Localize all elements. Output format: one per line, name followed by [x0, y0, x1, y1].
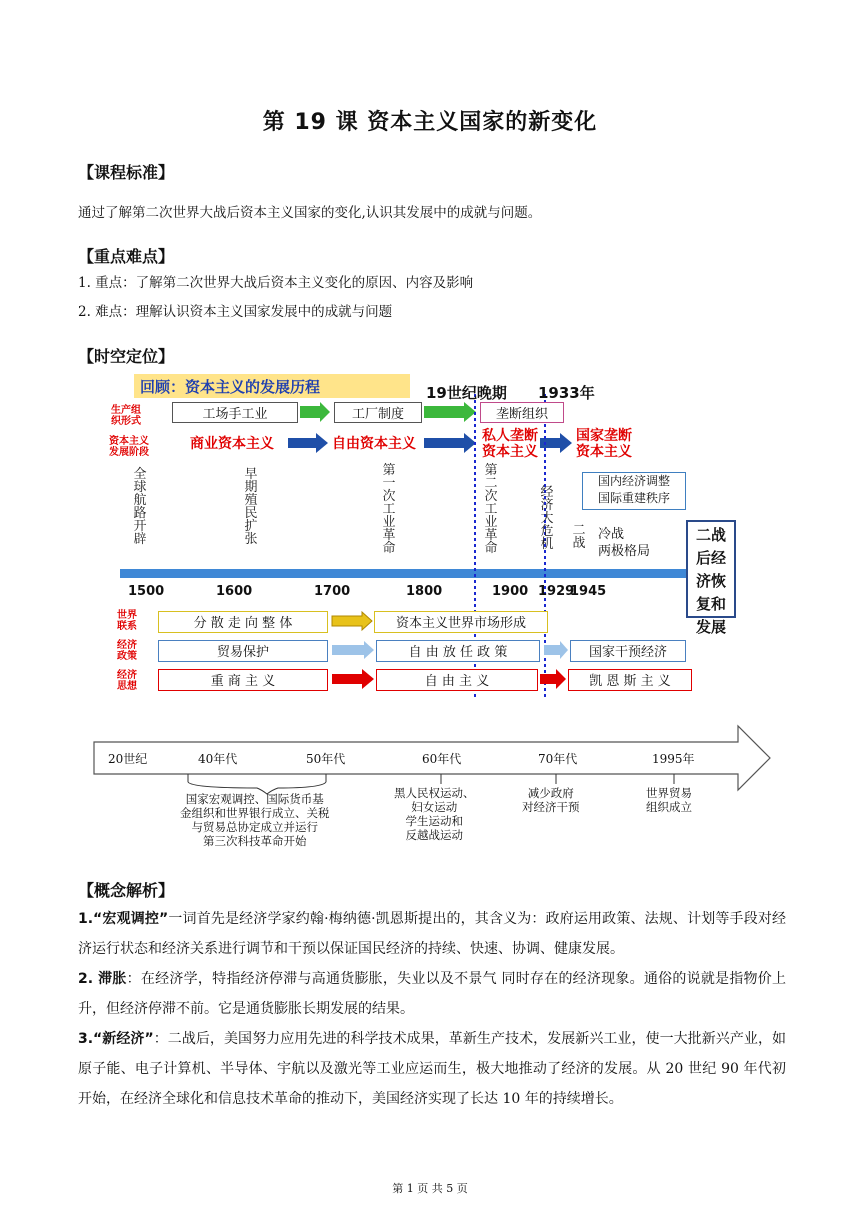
policy-arrow-1	[332, 641, 374, 659]
event-adjustment: 国内经济调整 国际重建秩序	[582, 472, 686, 510]
world-arrow	[332, 612, 372, 630]
event-ww2: 二战	[572, 523, 586, 551]
row-label-production: 生产组 织形式	[111, 405, 141, 427]
thought-box: 自 由 主 义	[376, 669, 538, 691]
concept-term: 2. 滞胀	[78, 971, 127, 987]
stage-label: 私人垄断 资本主义	[482, 428, 538, 460]
note-1940s-1950s: 国家宏观调控、国际货币基 金组织和世界银行成立、关税 与贸易总协定成立并运行 第三次科技革命开始	[180, 792, 330, 848]
year-label: 1900	[492, 584, 529, 599]
event-discovery: 全球航路开辟	[133, 467, 147, 547]
concept-text: ：在经济学，特指经济停滞与高通货膨胀，失业以及不景气 同时存在的经济现象。通俗的说就是指物价上升，但经济停滞不前。它是通货膨胀长期发展的结果。	[78, 971, 787, 1017]
event-industrial-2: 第二次工业革命	[484, 463, 498, 556]
production-box: 垄断组织	[480, 402, 564, 423]
row-label-policy: 经济 政策	[117, 640, 137, 662]
concept-item-stagflation	[78, 964, 786, 1024]
year-label: 1800	[406, 584, 443, 599]
event-crisis: 经济大危机	[540, 485, 554, 552]
event-cold-war: 冷战 两极格局	[598, 527, 651, 559]
note-1995: 世界贸易 组织成立	[646, 786, 692, 814]
key-point-item: 1. 重点：了解第二次世界大战后资本主义变化的原因、内容及影响	[78, 275, 474, 291]
section-heading-spacetime: 【时空定位】	[78, 347, 175, 366]
timeline2-mark: 70年代	[538, 752, 578, 766]
year-label: 1945	[570, 584, 607, 599]
stage-label: 国家垄断 资本主义	[576, 428, 632, 460]
year-label: 1700	[314, 584, 351, 599]
green-arrow-1	[300, 402, 330, 422]
timeline2-mark: 60年代	[422, 752, 462, 766]
row-label-stage: 资本主义 发展阶段	[109, 436, 149, 458]
concept-term: 1.“宏观调控”	[78, 911, 169, 927]
stage-label: 商业资本主义	[190, 436, 274, 452]
event-postwar-recovery: 二战后经济恢复和发展	[686, 520, 736, 618]
standard-text: 通过了解第二次世界大战后资本主义国家的变化,认识其发展中的成就与问题。	[78, 205, 542, 221]
timeline2-mark: 20世纪	[108, 752, 148, 766]
page-title: 第 19 课 资本主义国家的新变化	[262, 110, 598, 135]
thought-box: 重 商 主 义	[158, 669, 328, 691]
policy-box: 国家干预经济	[570, 640, 686, 662]
20th-century-timeline	[92, 724, 772, 854]
concept-item-new-economy	[78, 1024, 786, 1114]
event-industrial-1: 第一次工业革命	[382, 463, 396, 556]
row-label-thought: 经济 思想	[117, 670, 137, 692]
year-label: 1500	[128, 584, 165, 599]
main-axis	[120, 569, 720, 578]
concept-term: 3.“新经济”	[78, 1031, 154, 1047]
year-label: 1600	[216, 584, 253, 599]
review-title: 回顾：资本主义的发展历程	[140, 378, 321, 396]
section-heading-concepts: 【概念解析】	[78, 881, 175, 900]
thought-arrow-2	[540, 669, 566, 689]
policy-arrow-2	[544, 641, 568, 659]
stage-arrow-1	[288, 433, 328, 453]
production-box: 工场手工业	[172, 402, 298, 423]
event-colonial: 早期殖民扩张	[244, 467, 258, 547]
timeline2-mark: 40年代	[198, 752, 238, 766]
policy-box: 自 由 放 任 政 策	[376, 640, 540, 662]
stage-label: 自由资本主义	[332, 436, 416, 452]
row-label-world: 世界 联系	[117, 610, 137, 632]
concept-text: 一词首先是经济学家约翰·梅纳德·凯恩斯提出的，其含义为：政府运用政策、法规、计划等手段对经济运行状态和经济关系进行调节和干预以保证国民经济的持续、快速、协调、健康发展。	[78, 911, 786, 957]
production-box: 工厂制度	[334, 402, 422, 423]
label-late-19th-century: 19世纪晚期	[426, 384, 507, 402]
label-1933: 1933年	[538, 384, 595, 402]
timeline2-mark: 50年代	[306, 752, 346, 766]
stage-arrow-2	[424, 433, 476, 453]
policy-box: 贸易保护	[158, 640, 328, 662]
thought-box: 凯 恩 斯 主 义	[568, 669, 692, 691]
section-heading-standard: 【课程标准】	[78, 163, 175, 182]
timeline2-mark: 1995年	[652, 752, 695, 766]
note-1970s: 减少政府 对经济干预	[522, 786, 580, 814]
world-box: 分 散 走 向 整 体	[158, 611, 328, 633]
world-box: 资本主义世界市场形成	[374, 611, 548, 633]
section-heading-key: 【重点难点】	[78, 247, 175, 266]
concept-item-macro-control	[78, 904, 786, 964]
year-label: 1929	[538, 584, 575, 599]
history-timeline-diagram	[109, 372, 746, 702]
green-arrow-2	[424, 402, 476, 422]
page-footer: 第 1 页 共 5 页	[392, 1182, 468, 1195]
thought-arrow-1	[332, 669, 374, 689]
key-point-item: 2. 难点：理解认识资本主义国家发展中的成就与问题	[78, 304, 393, 320]
concept-text: ：二战后，美国努力应用先进的科学技术成果，革新生产技术，发展新兴工业，使一大批新兴产业，如原子能、电子计算机、半导体、宇航以及激光等工业应运而生，极大地推动了经济的发展。从 20 世纪 90 年代初开始，在经济全球化和信息技术革命的推动下，美国经济实现了长达 10 年的持续增长。	[78, 1031, 786, 1107]
note-1960s: 黑人民权运动、 妇女运动 学生运动和 反越战运动	[394, 786, 475, 842]
